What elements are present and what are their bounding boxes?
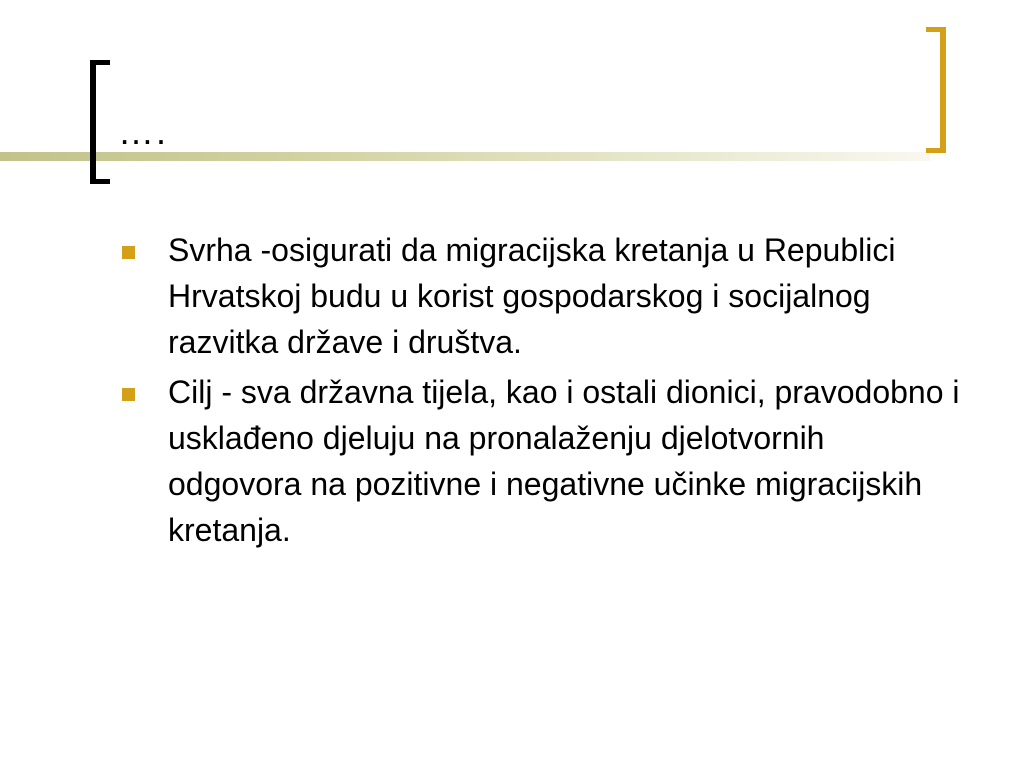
title-divider (0, 152, 930, 161)
right-bracket-icon (926, 27, 946, 153)
bullet-item (116, 227, 966, 365)
left-bracket-icon (90, 60, 110, 184)
bullet-item (116, 369, 966, 553)
bullet-list (116, 227, 966, 557)
bullet-text: Svrha -osigurati da migracijska kretanja u Republici Hrvatskoj budu u korist gospodarskog i socijalnog razvitka države i društva. (168, 232, 896, 360)
slide-title: …. (118, 111, 169, 152)
square-bullet-icon (122, 388, 135, 401)
square-bullet-icon (122, 246, 135, 259)
bullet-text: Cilj - sva državna tijela, kao i ostali dionici, pravodobno i usklađeno djeluju na pronalaženju djelotvornih odgovora na pozitivne i negativne učinke migracijskih kretanja. (168, 374, 960, 548)
